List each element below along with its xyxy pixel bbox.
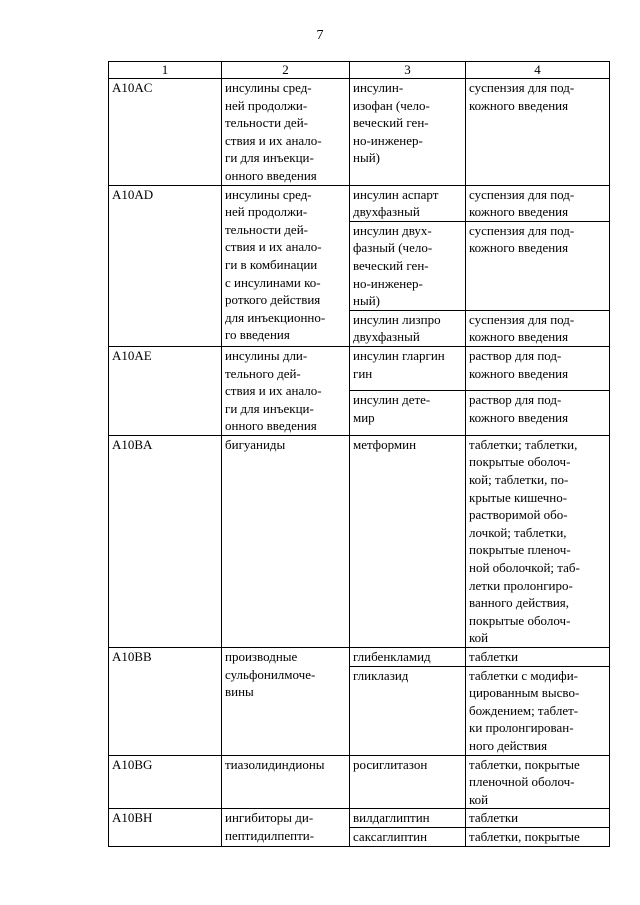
substance-cell bbox=[350, 648, 466, 667]
substance-line: гликлазид bbox=[353, 667, 409, 683]
substance-cell bbox=[350, 755, 466, 809]
group-name-cell bbox=[222, 79, 350, 186]
atc-code: A10AD bbox=[112, 186, 154, 202]
dosage-form-cell bbox=[466, 755, 610, 809]
group-name-line: пептидилпепти- bbox=[225, 827, 315, 843]
substance-line: двухфазный bbox=[353, 329, 420, 345]
group-name-line: ги для инъекци- bbox=[225, 400, 314, 416]
dosage-form-line: ванного действия, bbox=[469, 595, 570, 611]
group-name-cell bbox=[222, 435, 350, 647]
dosage-form-line: лочкой; таблетки, bbox=[469, 524, 567, 540]
atc-code: A10BA bbox=[112, 436, 153, 452]
dosage-form-line: суспензия для под- bbox=[469, 311, 575, 327]
dosage-form-line: крытые кишечно- bbox=[469, 489, 568, 505]
table-row bbox=[109, 185, 610, 221]
atc-code: A10BG bbox=[112, 756, 153, 772]
dosage-form-cell bbox=[466, 648, 610, 667]
dosage-form-line: раствор для под- bbox=[469, 347, 562, 363]
dosage-form-line: таблетки, покрытые bbox=[469, 756, 580, 772]
substance-line: росиглитазон bbox=[353, 756, 428, 772]
substance-cell bbox=[350, 809, 466, 828]
dosage-form-line: таблетки bbox=[469, 810, 519, 826]
dosage-form-line: кожного введения bbox=[469, 329, 569, 345]
dosage-form-line: кой bbox=[469, 791, 489, 807]
table-row bbox=[109, 79, 610, 186]
dosage-form-line: суспензия для под- bbox=[469, 222, 575, 238]
dosage-form-line: бождением; таблет- bbox=[469, 702, 579, 718]
substance-line: саксаглиптин bbox=[353, 828, 428, 844]
substance-line: инсулин гларгин bbox=[353, 347, 445, 363]
dosage-form-line: таблетки с модифи- bbox=[469, 667, 579, 683]
dosage-form-line: кожного введения bbox=[469, 365, 569, 381]
header-row bbox=[109, 62, 610, 79]
dosage-form-line: покрытые оболоч- bbox=[469, 454, 571, 470]
dosage-form-line: цированным высво- bbox=[469, 685, 580, 701]
atc-code-cell bbox=[109, 435, 222, 647]
dosage-form-line: кой; таблетки, по- bbox=[469, 472, 569, 488]
group-name-line: инсулины сред- bbox=[225, 80, 312, 95]
dosage-form-cell bbox=[466, 79, 610, 186]
group-name-line: инсулины сред- bbox=[225, 186, 312, 202]
substance-cell bbox=[350, 666, 466, 755]
atc-code: A10AE bbox=[112, 347, 152, 363]
atc-code: A10BB bbox=[112, 649, 152, 664]
dosage-form-line: ки пролонгирован- bbox=[469, 720, 574, 736]
substance-line: веческий ген- bbox=[353, 115, 429, 131]
table-row bbox=[109, 648, 610, 667]
dosage-form-cell bbox=[466, 221, 610, 310]
substance-line: гин bbox=[353, 365, 373, 381]
dosage-form-line: покрытые оболоч- bbox=[469, 612, 571, 628]
substance-cell bbox=[350, 310, 466, 346]
dosage-form-line: ной оболочкой; таб- bbox=[469, 560, 580, 576]
substance-line: инсулин аспарт bbox=[353, 186, 439, 202]
table-row bbox=[109, 755, 610, 809]
dosage-form-cell bbox=[466, 666, 610, 755]
dosage-form-cell bbox=[466, 827, 610, 846]
substance-cell bbox=[350, 827, 466, 846]
group-name-line: ги в комбинации bbox=[225, 256, 318, 272]
atc-code: A10BH bbox=[112, 810, 153, 826]
group-name-line: ней продолжи- bbox=[225, 97, 308, 113]
dosage-form-cell bbox=[466, 310, 610, 346]
group-name-cell bbox=[222, 809, 350, 846]
group-name-line: ингибиторы ди- bbox=[225, 810, 314, 826]
table-row bbox=[109, 809, 610, 828]
group-name-cell bbox=[222, 185, 350, 346]
substance-line: двухфазный bbox=[353, 204, 420, 220]
group-name-line: тельности дей- bbox=[225, 115, 308, 131]
substance-line: метформин bbox=[353, 436, 417, 452]
substance-line: инсулин двух- bbox=[353, 222, 432, 238]
atc-code-cell bbox=[109, 755, 222, 809]
dosage-form-line: таблетки; таблетки, bbox=[469, 436, 578, 452]
atc-code-cell bbox=[109, 185, 222, 346]
substance-line: веческий ген- bbox=[353, 257, 429, 273]
dosage-form-line: пленочной оболоч- bbox=[469, 774, 575, 790]
dosage-form-line: покрытые пленоч- bbox=[469, 542, 571, 558]
group-name-line: инсулины дли- bbox=[225, 347, 308, 363]
table-row bbox=[109, 435, 610, 647]
dosage-form-line: растворимой обо- bbox=[469, 507, 568, 523]
group-name-line: тельности дей- bbox=[225, 221, 308, 237]
atc-code: A10AC bbox=[112, 80, 153, 95]
substance-line: инсулин дете- bbox=[353, 392, 431, 408]
substance-line: инсулин лизпро bbox=[353, 311, 441, 327]
page-number: 7 bbox=[316, 28, 324, 43]
table-body bbox=[109, 79, 610, 847]
substance-cell bbox=[350, 221, 466, 310]
substance-line: вилдаглиптин bbox=[353, 810, 430, 826]
atc-code-cell bbox=[109, 809, 222, 846]
substance-cell bbox=[350, 391, 466, 435]
dosage-form-cell bbox=[466, 435, 610, 647]
dosage-form-line: ного действия bbox=[469, 737, 548, 753]
group-name-line: го введения bbox=[225, 327, 290, 343]
substance-line: но-инженер- bbox=[353, 132, 423, 148]
group-name-line: ствия и их анало- bbox=[225, 383, 322, 399]
header-col-4: 4 bbox=[466, 62, 610, 79]
group-name-cell bbox=[222, 346, 350, 435]
substance-line: ный) bbox=[353, 150, 380, 166]
substance-cell bbox=[350, 435, 466, 647]
substance-cell bbox=[350, 185, 466, 221]
group-name-line: производные bbox=[225, 649, 298, 664]
header-col-1: 1 bbox=[109, 62, 222, 79]
dosage-form-line: суспензия для под- bbox=[469, 80, 575, 95]
substance-cell bbox=[350, 346, 466, 390]
group-name-line: сульфонилмоче- bbox=[225, 666, 316, 682]
atc-code-cell bbox=[109, 346, 222, 435]
header-col-2: 2 bbox=[222, 62, 350, 79]
substance-line: ный) bbox=[353, 293, 380, 309]
dosage-form-line: кожного введения bbox=[469, 240, 569, 256]
group-name-line: тиазолидиндионы bbox=[225, 756, 325, 772]
dosage-form-cell bbox=[466, 346, 610, 390]
substance-line: инсулин- bbox=[353, 80, 404, 95]
substance-line: изофан (чело- bbox=[353, 97, 430, 113]
dosage-form-line: таблетки, покрытые bbox=[469, 828, 580, 844]
dosage-form-cell bbox=[466, 391, 610, 435]
group-name-line: ствия и их анало- bbox=[225, 239, 322, 255]
dosage-form-line: таблетки bbox=[469, 649, 519, 664]
drug-table bbox=[108, 61, 610, 847]
group-name-line: с инсулинами ко- bbox=[225, 274, 321, 290]
dosage-form-line: суспензия для под- bbox=[469, 186, 575, 202]
dosage-form-line: кожного введения bbox=[469, 409, 569, 425]
group-name-line: онного введения bbox=[225, 418, 317, 434]
group-name-cell bbox=[222, 648, 350, 756]
group-name-line: вины bbox=[225, 684, 254, 700]
dosage-form-cell bbox=[466, 185, 610, 221]
header-col-3: 3 bbox=[350, 62, 466, 79]
group-name-cell bbox=[222, 755, 350, 809]
dosage-form-cell bbox=[466, 809, 610, 828]
group-name-line: для инъекционно- bbox=[225, 309, 326, 325]
dosage-form-line: летки пролонгиро- bbox=[469, 577, 573, 593]
group-name-line: тельного дей- bbox=[225, 365, 301, 381]
group-name-line: ней продолжи- bbox=[225, 204, 308, 220]
atc-code-cell bbox=[109, 648, 222, 756]
dosage-form-line: кожного введения bbox=[469, 204, 569, 220]
group-name-line: ствия и их анало- bbox=[225, 132, 322, 148]
substance-line: но-инженер- bbox=[353, 275, 423, 291]
table-row bbox=[109, 346, 610, 390]
substance-cell bbox=[350, 79, 466, 186]
atc-code-cell bbox=[109, 79, 222, 186]
substance-line: фазный (чело- bbox=[353, 240, 433, 256]
group-name-line: роткого действия bbox=[225, 292, 321, 308]
group-name-line: онного введения bbox=[225, 167, 317, 183]
dosage-form-line: кожного введения bbox=[469, 97, 569, 113]
substance-line: мир bbox=[353, 409, 375, 425]
group-name-line: ги для инъекци- bbox=[225, 150, 314, 166]
group-name-line: бигуаниды bbox=[225, 436, 286, 452]
substance-line: глибенкламид bbox=[353, 649, 431, 664]
dosage-form-line: раствор для под- bbox=[469, 392, 562, 408]
dosage-form-line: кой bbox=[469, 630, 489, 646]
